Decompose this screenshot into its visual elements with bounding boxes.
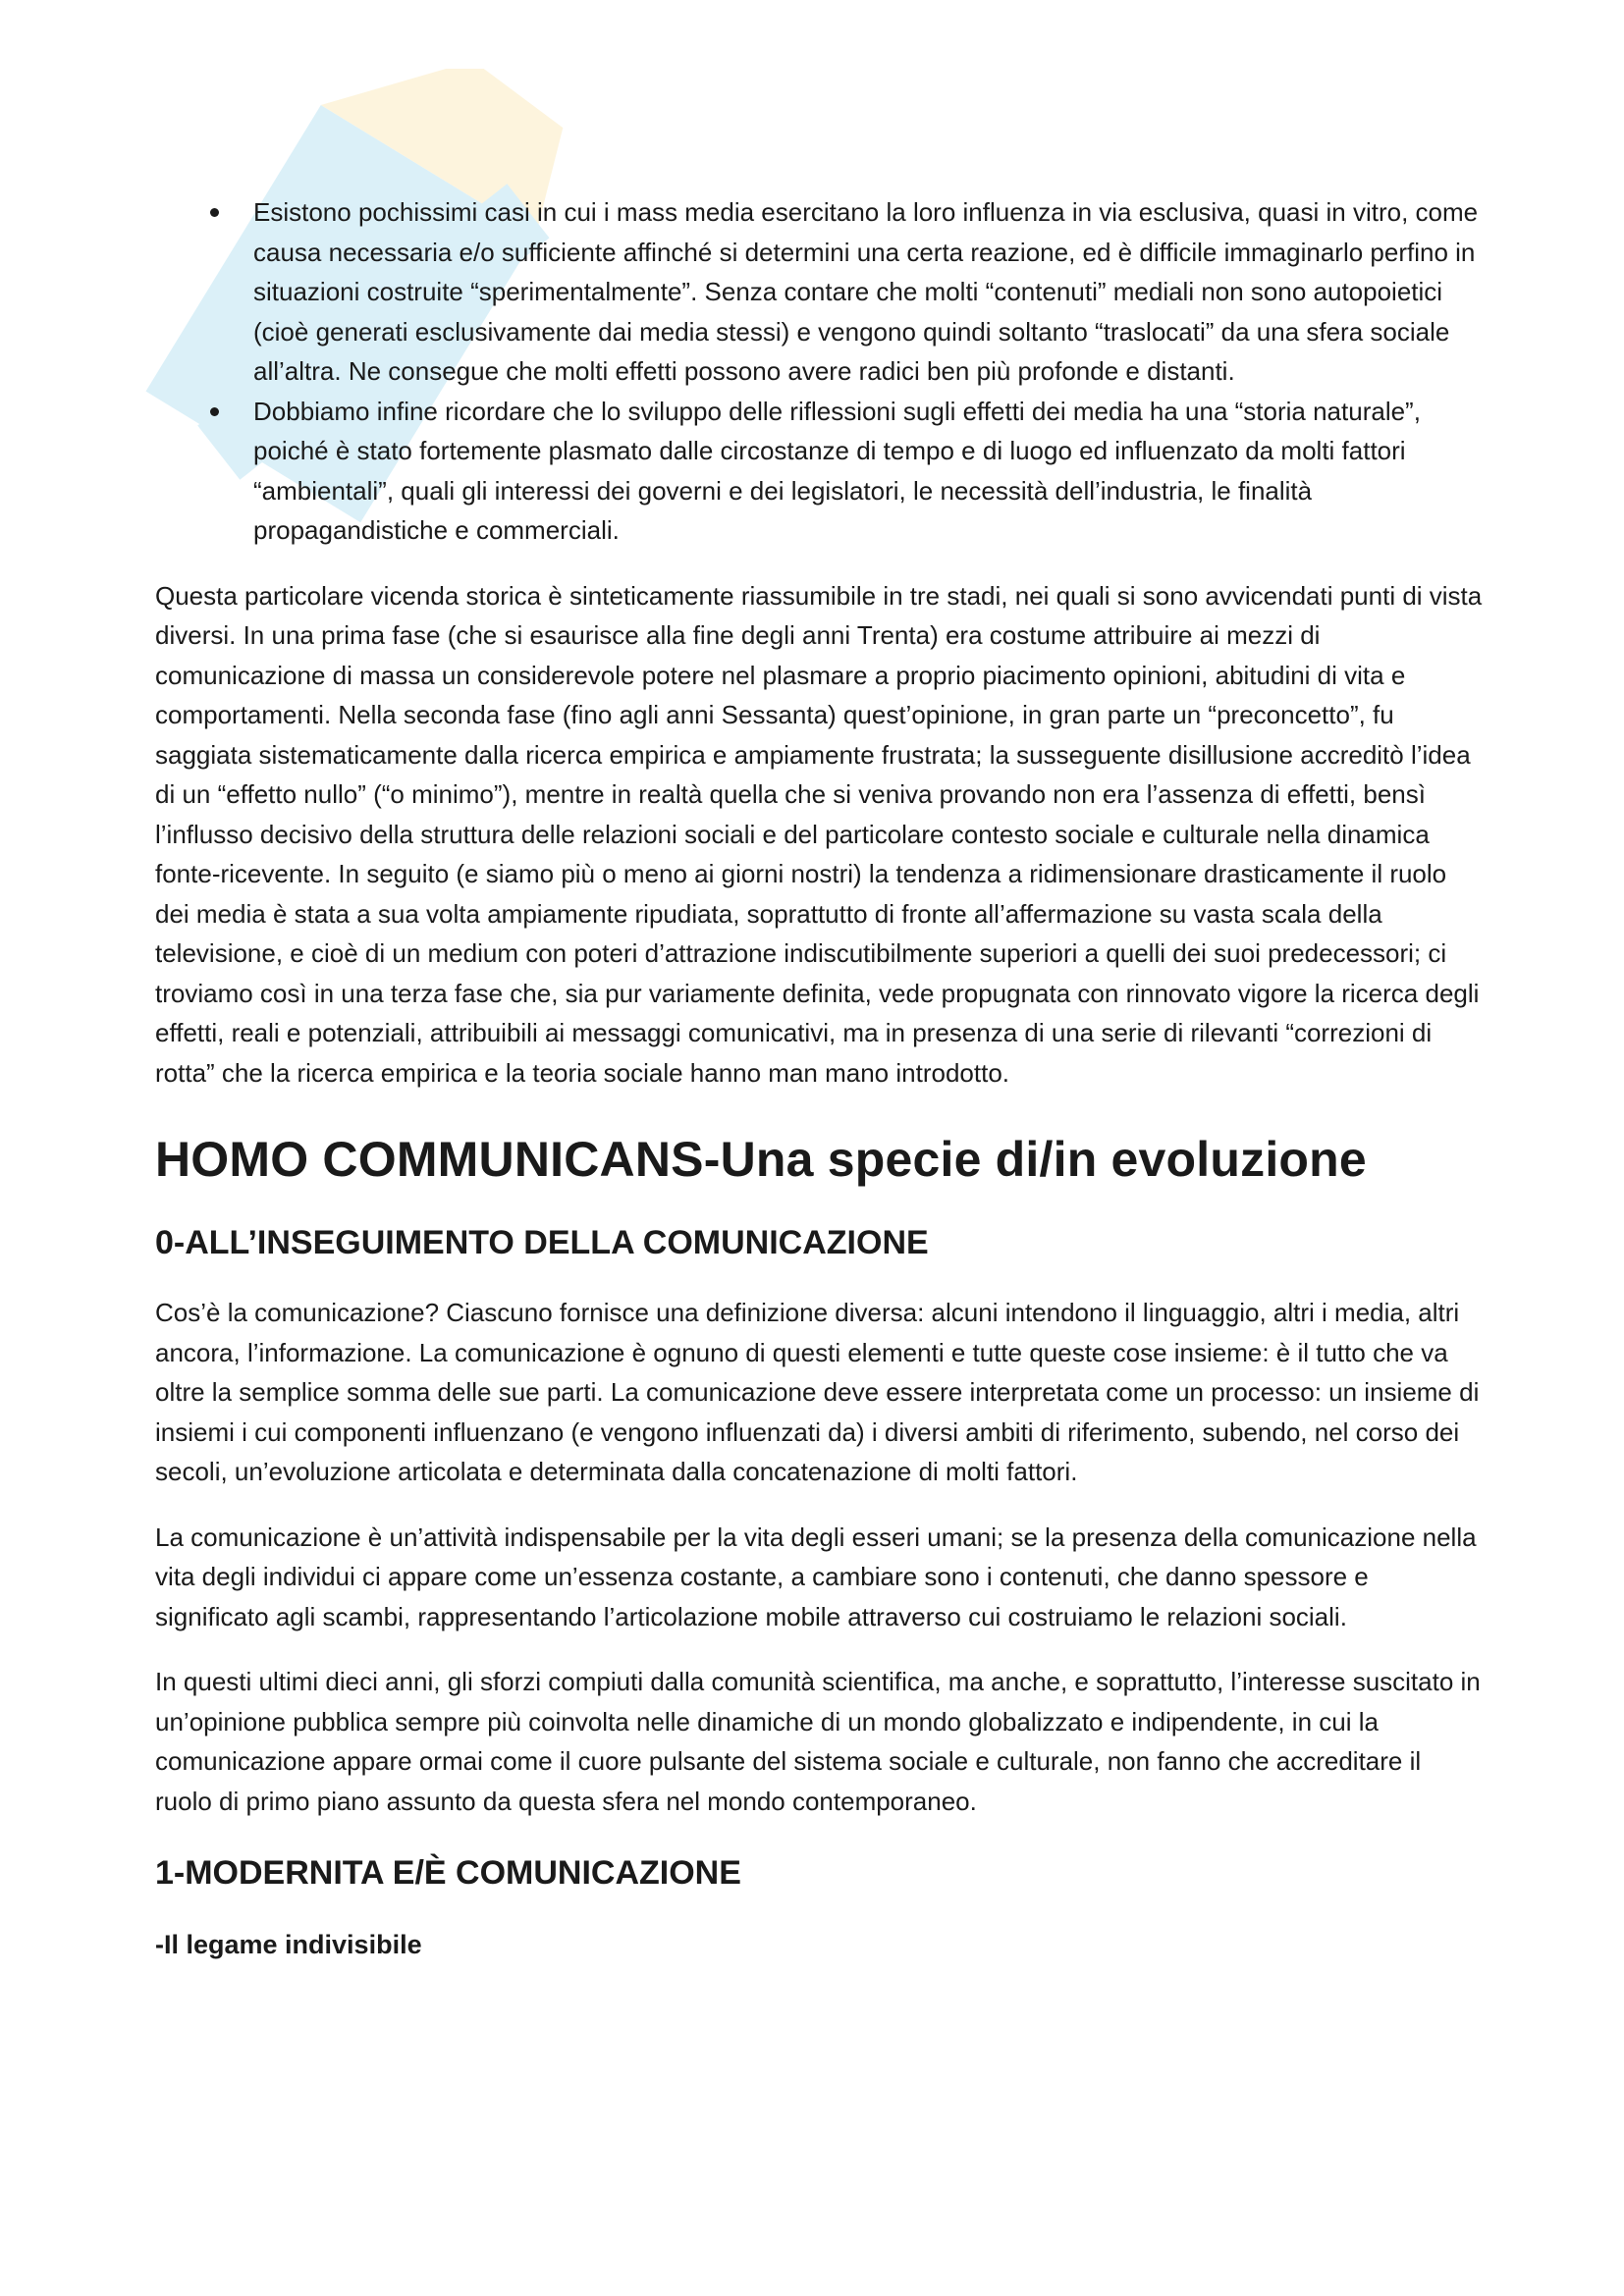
subheading: -Il legame indivisibile bbox=[155, 1930, 422, 1959]
bullet-dot-icon bbox=[210, 208, 219, 217]
section-heading-0: 0-ALL’INSEGUIMENTO DELLA COMUNICAZIONE bbox=[155, 1224, 929, 1261]
document-page bbox=[155, 192, 1483, 1964]
bullet-text: Esistono pochissimi casi in cui i mass media esercitano la loro influenza in via esclusiva, quasi in vitro, come causa necessaria e/o sufficiente affinché si determini una certa reazione, ed è difficile immaginarlo perfino in situazioni costruite “sperimentalmente”. Senza contare che molti “contenuti” mediali non sono autopoietici (cioè generati esclusivamente dai media stessi) e vengono quindi soltanto “traslocati” da una sfera sociale all’altra. Ne consegue che molti effetti possono avere radici ben più profonde e distanti. bbox=[253, 197, 1479, 386]
bullet-dot-icon bbox=[210, 407, 219, 416]
bullet-item bbox=[155, 392, 1483, 551]
paragraph-history: Questa particolare vicenda storica è sinteticamente riassumibile in tre stadi, nei quali si sono avvicendati punti di vista diversi. In una prima fase (che si esaurisce alla fine degli anni Trenta) era costume attribuire ai mezzi di comunicazione di massa un considerevole potere nel plasmare a proprio piacimento opinioni, abitudini di vita e comportamenti. Nella seconda fase (fino agli anni Sessanta) quest’opinione, in gran parte un “preconcetto”, fu saggiata sistematicamente dalla ricerca empirica e ampiamente frustrata; la susseguente disillusione accreditò l’idea di un “effetto nullo” (“o minimo”), mentre in realtà quella che si veniva provando non era l’assenza di effetti, bensì l’influsso decisivo della struttura delle relazioni sociali e del particolare contesto sociale e culturale nella dinamica fonte-ricevente. In seguito (e siamo più o meno ai giorni nostri) la tendenza a ridimensionare drasticamente il ruolo dei media è stata a sua volta ampiamente ripudiata, soprattutto di fronte all’affermazione su vasta scala della televisione, e cioè di un medium con poteri d’attrazione indiscutibilmente superiori a quelli dei suoi predecessori; ci troviamo così in una terza fase che, sia pur variamente definita, vede propugnata con rinnovato vigore la ricerca degli effetti, reali e potenziali, attribuibili ai messaggi comunicativi, ma in presenza di una serie di rilevanti “correzioni di rotta” che la ricerca empirica e la teoria sociale hanno man mano introdotto. bbox=[155, 580, 1483, 1088]
bullet-text: Dobbiamo infine ricordare che lo sviluppo delle riflessioni sugli effetti dei media ha una “storia naturale”, poiché è stato fortemente plasmato dalle circostanze di tempo e di luogo ed influenzato da molti fattori “ambientali”, quali gli interessi dei governi e dei legislatori, le necessità dell’industria, le finalità propagandistiche e commerciali. bbox=[253, 396, 1421, 545]
bullet-list bbox=[155, 192, 1483, 551]
chapter-title: HOMO COMMUNICANS-Una specie di/in evoluzione bbox=[155, 1132, 1367, 1187]
paragraph-last-years: In questi ultimi dieci anni, gli sforzi compiuti dalla comunità scientifica, ma anche, e soprattutto, l’interesse suscitato in un’opinione pubblica sempre più coinvolta nelle dinamiche di un mondo globalizzato e indipendente, in cui la comunicazione appare ormai come il cuore pulsante del sistema sociale e culturale, non fanno che accreditare il ruolo di primo piano assunto da questa sfera nel mondo contemporaneo. bbox=[155, 1667, 1481, 1816]
section-heading-1: 1-MODERNITA E/È COMUNICAZIONE bbox=[155, 1854, 741, 1892]
bullet-item bbox=[155, 192, 1483, 392]
paragraph-essence: La comunicazione è un’attività indispensabile per la vita degli esseri umani; se la presenza della comunicazione nella vita degli individui ci appare come un’essenza costante, a cambiare sono i contenuti, che danno spessore e significato agli scambi, rappresentando l’articolazione mobile attraverso cui costruiamo le relazioni sociali. bbox=[155, 1522, 1477, 1631]
paragraph-definition: Cos’è la comunicazione? Ciascuno fornisce una definizione diversa: alcuni intendono il linguaggio, altri i media, altri ancora, l’informazione. La comunicazione è ognuno di questi elementi e tutte queste cose insieme: è il tutto che va oltre la semplice somma delle sue parti. La comunicazione deve essere interpretata come un processo: un insieme di insiemi i cui componenti influenzano (e vengono influenzati da) i diversi ambiti di riferimento, subendo, nel corso dei secoli, un’evoluzione articolata e determinata dalla concatenazione di molti fattori. bbox=[155, 1298, 1480, 1486]
